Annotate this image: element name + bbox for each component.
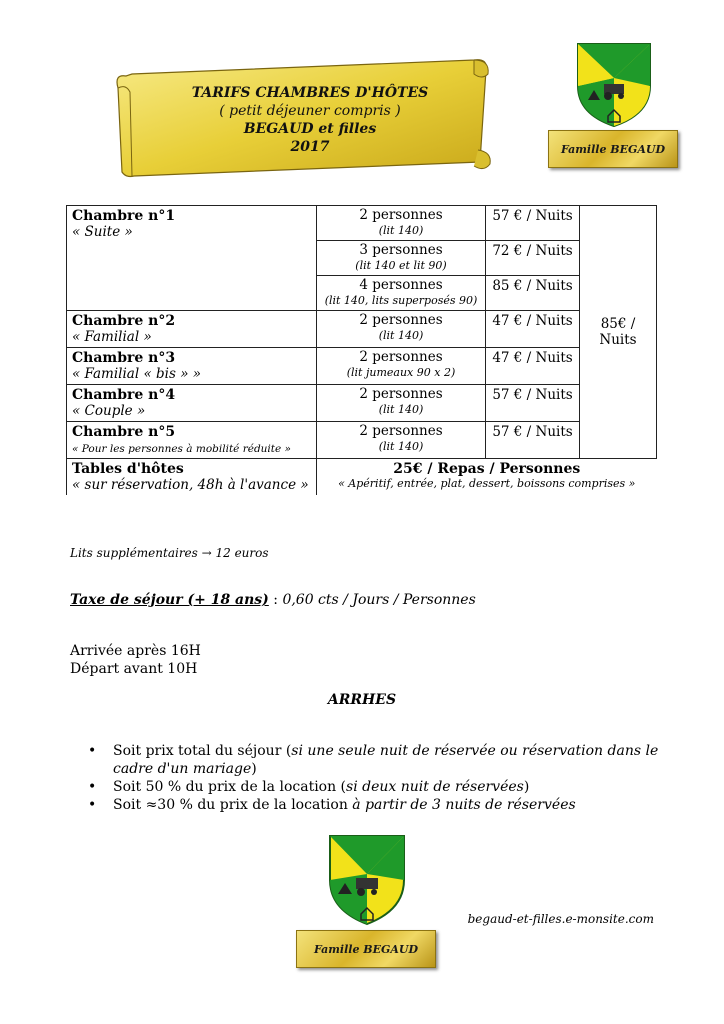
tables-hotes-price-cell [317, 459, 657, 496]
room-desc: « Familial » [72, 329, 152, 345]
list-item [88, 796, 668, 814]
price-cell: 57 € / Nuits [486, 422, 580, 459]
persons-cell [317, 348, 486, 385]
room-desc: « Suite » [72, 224, 133, 240]
item-italic: à partir de 3 nuits de réservées [352, 797, 576, 813]
beds-label: (lit 140) [378, 403, 424, 416]
family-plaque-top [548, 130, 678, 168]
item-text: Soit ≈30 % du prix de la location [113, 797, 353, 813]
beds-label: (lit 140, lits superposés 90) [324, 294, 478, 307]
room-name: Chambre n°1 [72, 208, 176, 224]
item-italic: si une seule nuit de réservée ou réservation dans le cadre d'un mariage [113, 743, 659, 777]
extra-beds-note: Lits supplémentaires → 12 euros [70, 546, 269, 560]
alt-price-cell [580, 206, 657, 459]
page-title: TARIFS CHAMBRES D'HÔTES [191, 85, 429, 101]
persons-cell [317, 276, 486, 311]
room-name: Chambre n°3 [72, 350, 176, 366]
tables-hotes-detail: « Apéritif, entrée, plat, dessert, boissons comprises » [338, 477, 636, 490]
item-text-end: ) [251, 761, 257, 777]
tables-hotes-desc: « sur réservation, 48h à l'avance » [72, 477, 309, 493]
website-link[interactable]: begaud-et-filles.e-monsite.com [467, 912, 654, 926]
price-cell: 72 € / Nuits [486, 241, 580, 276]
beds-label: (lit jumeaux 90 x 2) [346, 366, 456, 379]
persons-cell [317, 422, 486, 459]
room-desc: « Familial « bis » » [72, 366, 202, 382]
table-row [67, 459, 657, 496]
plaque-label: Famille BEGAUD [313, 942, 419, 956]
price-cell: 57 € / Nuits [486, 385, 580, 422]
persons-label: 3 personnes [359, 242, 443, 258]
room-cell [67, 311, 317, 348]
room-cell [67, 385, 317, 422]
departure-time: Départ avant 10H [70, 661, 198, 677]
crest-logo-top [576, 42, 652, 128]
persons-label: 2 personnes [359, 386, 443, 402]
owner-name: BEGAUD et filles [243, 121, 377, 137]
tax-value: 0,60 cts / Jours / Personnes [282, 592, 476, 608]
table-row [67, 206, 657, 241]
item-text: Soit prix total du séjour ( [113, 743, 292, 759]
tables-hotes-cell [67, 459, 317, 496]
year-label: 2017 [290, 139, 330, 155]
room-name: Chambre n°4 [72, 387, 176, 403]
price-cell: 85 € / Nuits [486, 276, 580, 311]
persons-cell [317, 385, 486, 422]
room-name: Chambre n°2 [72, 313, 176, 329]
tax-label: Taxe de séjour (+ 18 ans) [70, 592, 269, 608]
persons-label: 2 personnes [359, 312, 443, 328]
price-cell: 57 € / Nuits [486, 206, 580, 241]
list-item [88, 742, 668, 778]
table-row [67, 311, 657, 348]
room-desc: « Couple » [72, 403, 146, 419]
tourist-tax: Taxe de séjour (+ 18 ans) : 0,60 cts / Jours / Personnes [70, 592, 476, 608]
rates-table [66, 205, 657, 495]
price-cell: 47 € / Nuits [486, 311, 580, 348]
crest-logo-bottom [328, 834, 406, 926]
room-cell [67, 206, 317, 311]
family-plaque-bottom [296, 930, 436, 968]
list-item [88, 778, 668, 796]
room-desc: « Pour les personnes à mobilité réduite » [72, 443, 291, 455]
table-row [67, 422, 657, 459]
page-subtitle: ( petit déjeuner compris ) [219, 103, 401, 119]
alt-price: 85€ / Nuits [599, 316, 637, 348]
item-text-end: ) [523, 779, 530, 795]
table-row [67, 385, 657, 422]
persons-label: 2 personnes [359, 349, 443, 365]
arrhes-list [88, 742, 668, 814]
beds-label: (lit 140) [378, 440, 424, 453]
item-text: Soit 50 % du prix de la location ( [113, 779, 347, 795]
room-name: Chambre n°5 [72, 424, 176, 440]
persons-cell [317, 241, 486, 276]
persons-label: 2 personnes [359, 423, 443, 439]
arrival-time: Arrivée après 16H [70, 643, 201, 659]
beds-label: (lit 140) [378, 224, 424, 237]
persons-label: 4 personnes [359, 277, 443, 293]
beds-label: (lit 140) [378, 329, 424, 342]
title-block [160, 84, 460, 156]
tables-hotes-name: Tables d'hôtes [72, 461, 184, 477]
table-row [67, 348, 657, 385]
room-cell [67, 422, 317, 459]
persons-label: 2 personnes [359, 207, 443, 223]
persons-cell [317, 206, 486, 241]
plaque-label: Famille BEGAUD [560, 142, 666, 156]
tables-hotes-price: 25€ / Repas / Personnes [393, 461, 581, 477]
item-italic: si deux nuit de réservées [346, 779, 524, 795]
arrival-departure [70, 642, 201, 678]
beds-label: (lit 140 et lit 90) [355, 259, 447, 272]
room-cell [67, 348, 317, 385]
persons-cell [317, 311, 486, 348]
price-cell: 47 € / Nuits [486, 348, 580, 385]
arrhes-heading: ARRHES [327, 692, 397, 708]
